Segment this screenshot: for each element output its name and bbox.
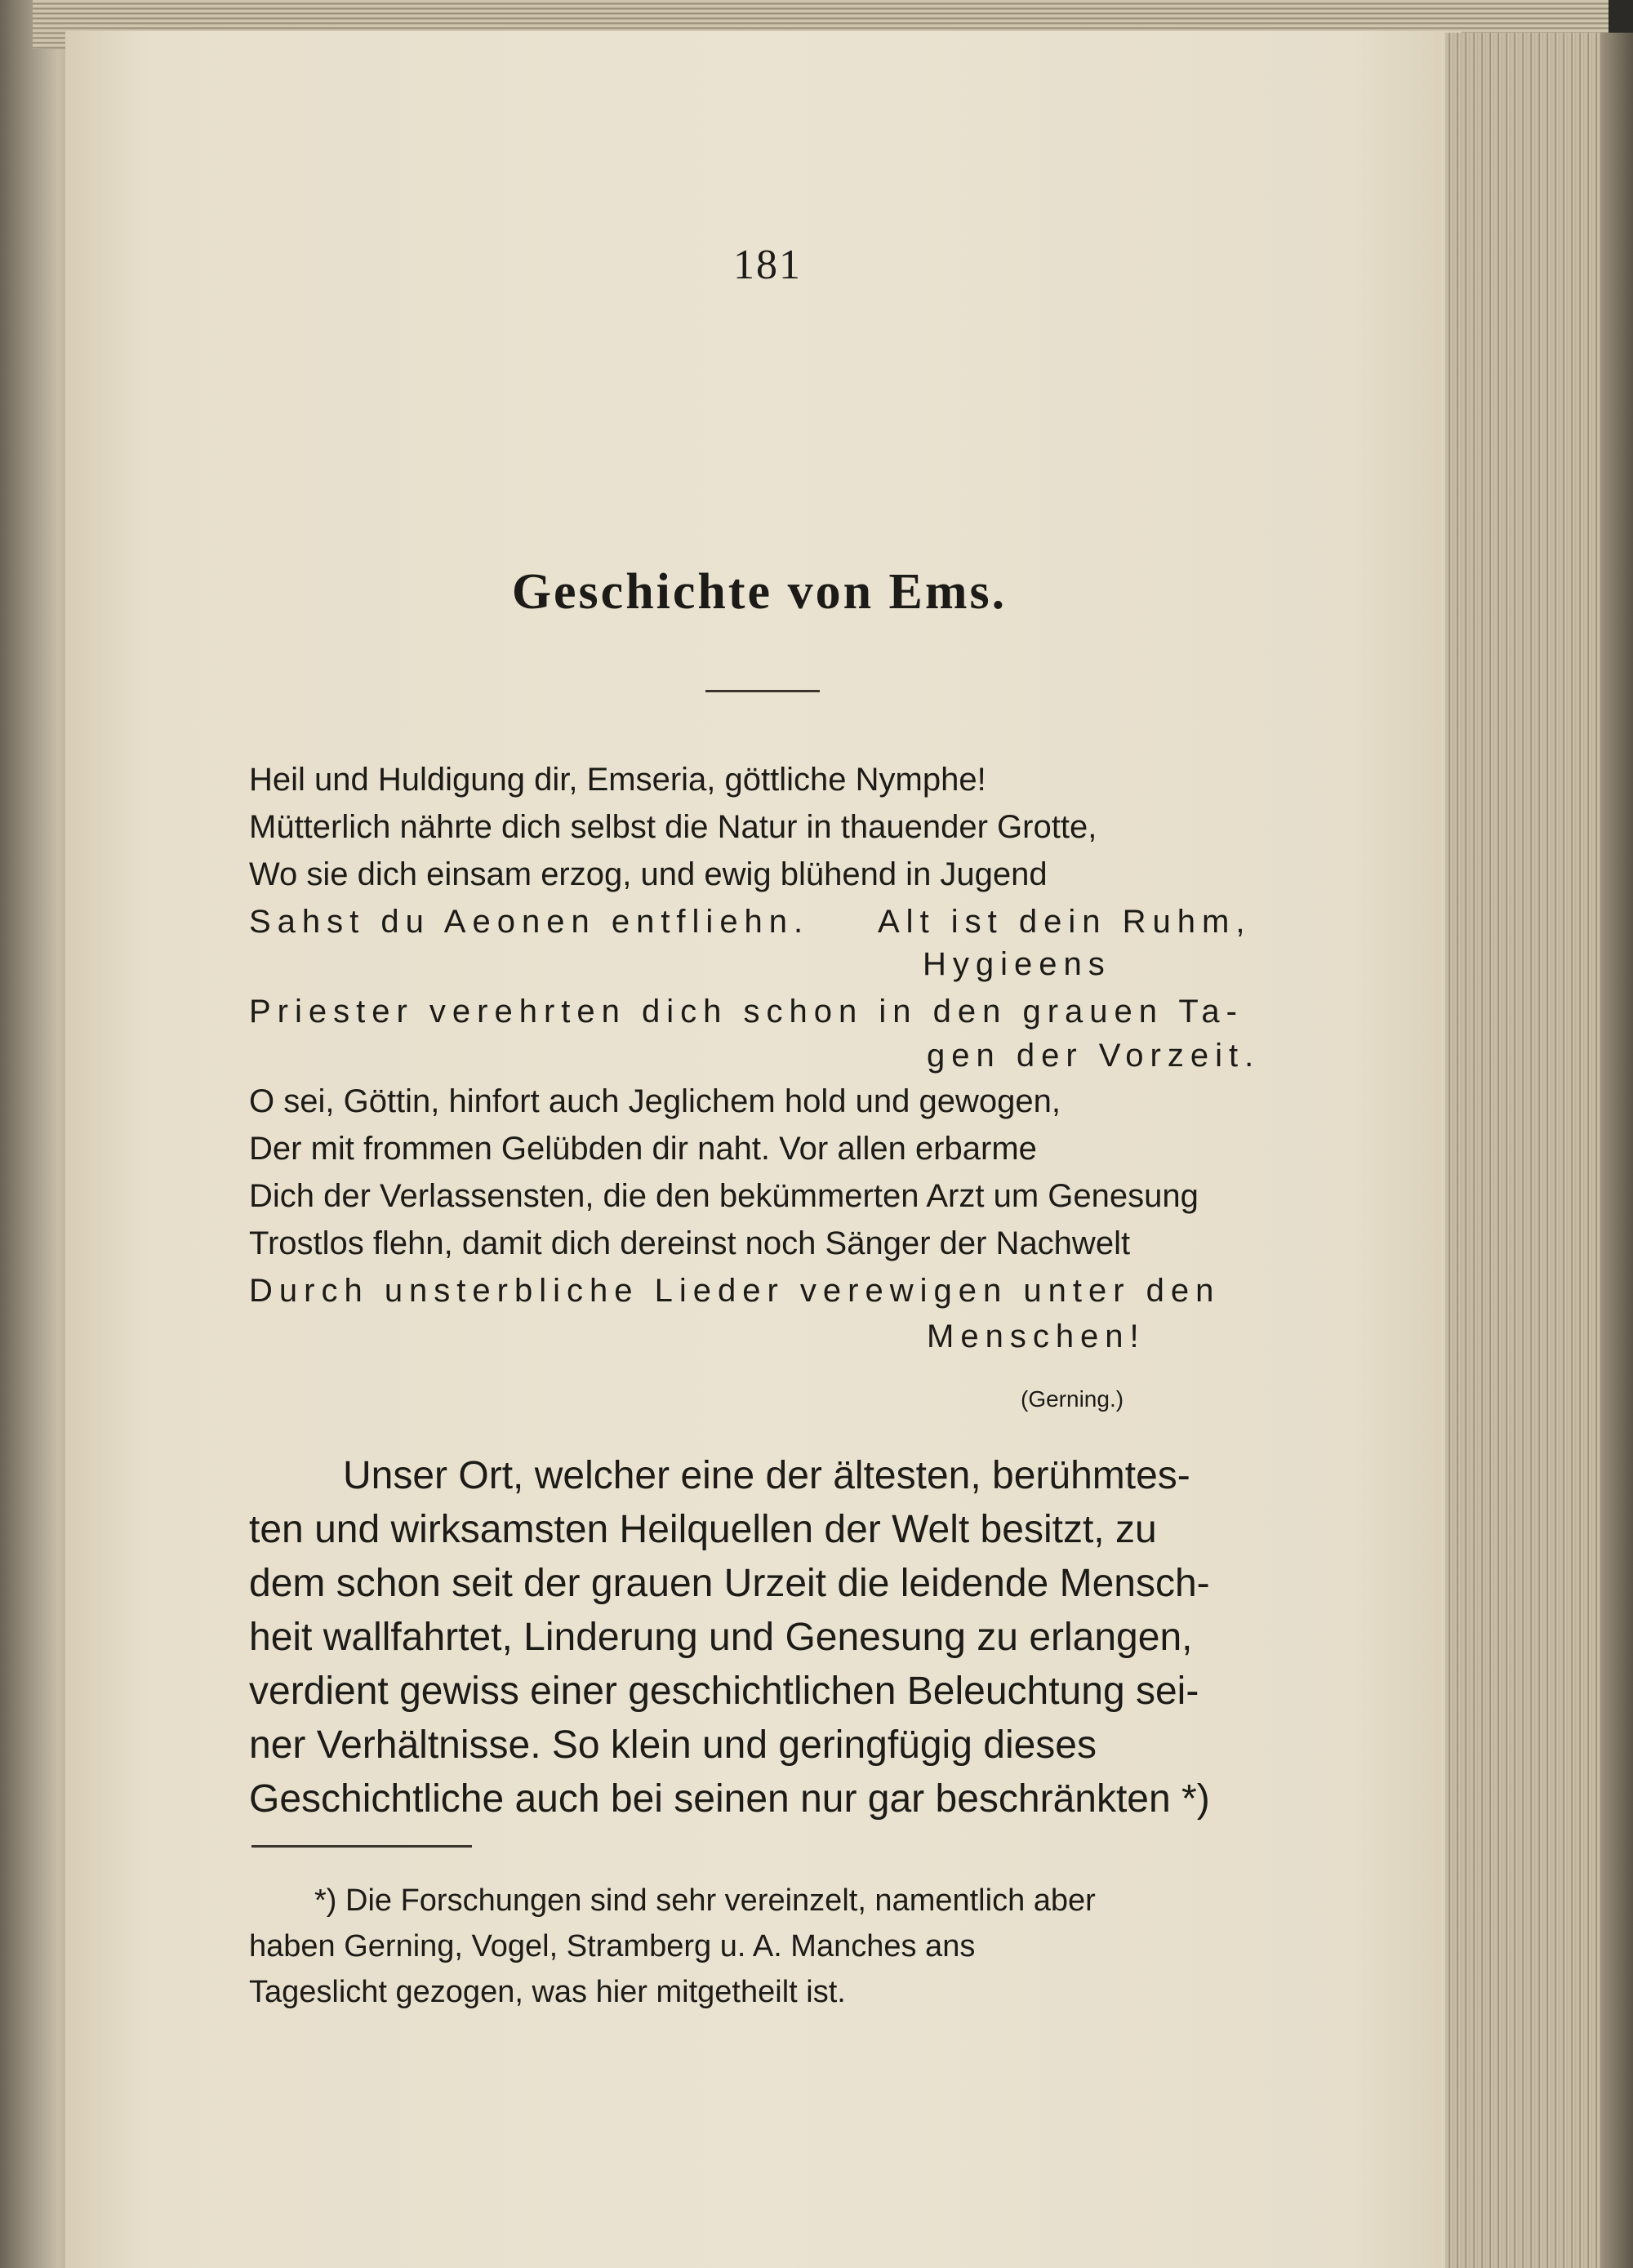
poem-attribution: (Gerning.) xyxy=(1021,1386,1124,1412)
poem-line: Mütterlich nährte dich selbst die Natur in thauender Grotte, xyxy=(249,809,1097,845)
footnote-line: Tageslicht gezogen, was hier mitgetheilt ist. xyxy=(249,1975,846,2009)
poem-line: O sei, Göttin, hinfort auch Jeglichem hold und gewogen, xyxy=(249,1083,1061,1119)
poem-line: Der mit frommen Gelübden dir naht. Vor allen erbarme xyxy=(249,1131,1037,1167)
poem-line: Trostlos flehn, damit dich dereinst noch Sänger der Nachwelt xyxy=(249,1225,1131,1261)
page-number: 181 xyxy=(733,242,802,288)
footnote-line: haben Gerning, Vogel, Stramberg u. A. Manches ans xyxy=(249,1929,976,1963)
chapter-title: Geschichte von Ems. xyxy=(511,564,1008,620)
footnote-divider xyxy=(251,1845,472,1848)
paragraph-line: ner Verhältnisse. So klein und geringfügig dieses xyxy=(249,1723,1097,1767)
poem-line: Alt ist dein Ruhm, xyxy=(878,904,1252,940)
poem-line: Heil und Huldigung dir, Emseria, göttliche Nymphe! xyxy=(249,762,986,798)
paragraph-line: verdient gewiss einer geschichtlichen Beleuchtung sei- xyxy=(249,1670,1199,1713)
poem-line: Sahst du Aeonen entfliehn. xyxy=(249,904,810,940)
poem-line: Menschen! xyxy=(927,1319,1146,1354)
paragraph-line: dem schon seit der grauen Urzeit die leidende Mensch- xyxy=(249,1562,1210,1605)
paragraph-line: Geschichtliche auch bei seinen nur gar beschränkten *) xyxy=(249,1777,1210,1821)
paragraph-line: heit wallfahrtet, Linderung und Genesung zu erlangen, xyxy=(249,1616,1193,1659)
paragraph-line: Unser Ort, welcher eine der ältesten, berühmtes- xyxy=(343,1454,1190,1497)
poem-line: Priester verehrten dich schon in den grauen Ta- xyxy=(249,994,1244,1029)
title-divider xyxy=(705,690,820,692)
poem-line: gen der Vorzeit. xyxy=(927,1038,1261,1074)
footnote-line: *) Die Forschungen sind sehr vereinzelt, namentlich aber xyxy=(314,1883,1096,1918)
poem-line: Durch unsterbliche Lieder verewigen unter den xyxy=(249,1273,1221,1309)
poem-line: Dich der Verlassensten, die den bekümmerten Arzt um Genesung xyxy=(249,1178,1199,1214)
paragraph-line: ten und wirksamsten Heilquellen der Welt besitzt, zu xyxy=(249,1508,1157,1551)
poem-line: Hygieens xyxy=(923,946,1111,982)
poem-line: Wo sie dich einsam erzog, und ewig blühend in Jugend xyxy=(249,856,1048,892)
